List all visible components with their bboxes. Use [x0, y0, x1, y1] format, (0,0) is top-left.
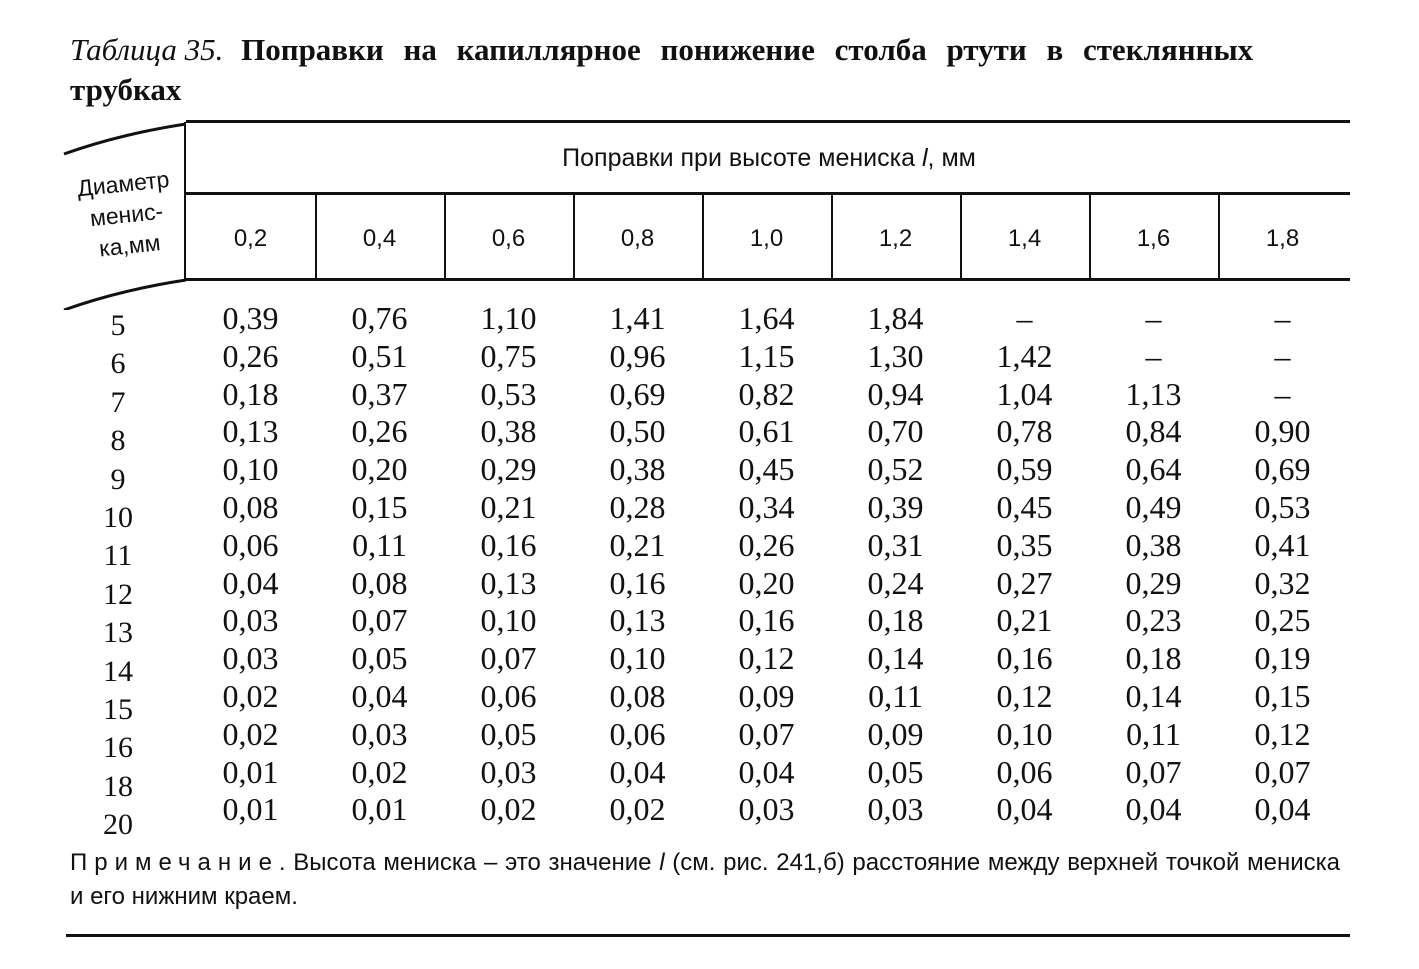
table-cell: 0,32 [1254, 564, 1311, 601]
group-header-unit: , мм [927, 144, 976, 172]
table-cell: 0,07 [738, 715, 795, 752]
table-cell: 0,21 [480, 489, 537, 525]
row-diameter: 5 [110, 309, 126, 342]
table-cell: 0,06 [222, 526, 279, 563]
table-cell: 0,02 [351, 753, 408, 790]
table-cell: 0,13 [480, 564, 537, 601]
row-diameter: 12 [103, 577, 133, 611]
table-cell: 0,13 [222, 413, 279, 450]
table-cell: 0,27 [996, 564, 1053, 601]
table-cell: 0,04 [1125, 791, 1182, 828]
table-cell: – [1145, 300, 1162, 336]
table-cell: 0,37 [351, 375, 408, 412]
table-number: 35. [184, 32, 224, 67]
row-diameter: 14 [103, 654, 133, 688]
table-cell: 0,01 [351, 791, 408, 828]
table-cell: 0,07 [1125, 753, 1182, 790]
row-diameter: 6 [110, 347, 126, 381]
table-cell: 0,28 [609, 489, 666, 525]
table-cell: 0,29 [480, 451, 537, 488]
footer-rule [66, 934, 1350, 937]
column-header: 1,0 [749, 225, 784, 252]
table-cell: 0,49 [1125, 489, 1182, 525]
table-cell: 1,10 [480, 300, 537, 336]
top-rule [186, 120, 1350, 123]
table-cell: 0,03 [867, 791, 924, 828]
table-cell: 0,04 [738, 753, 795, 790]
table-cell: 0,84 [1125, 413, 1182, 450]
table-cell: 0,04 [351, 678, 408, 714]
table-cell: 0,16 [609, 564, 666, 601]
table-cell: 0,06 [480, 678, 537, 714]
stub-header-line-2: менис- [88, 197, 165, 232]
group-header-var: l [921, 144, 928, 172]
table-cell: 0,08 [609, 678, 666, 714]
row-diameter: 20 [103, 808, 133, 842]
table-cell: 0,52 [867, 451, 924, 488]
table-cell: 0,04 [1254, 791, 1311, 828]
table-cell: 0,10 [480, 602, 537, 639]
table-cell: 0,78 [996, 413, 1053, 450]
table-cell: 1,04 [996, 375, 1053, 412]
table-cell: 0,12 [996, 678, 1053, 714]
stub-slant-top [64, 124, 186, 154]
column-header: 0,8 [620, 225, 655, 252]
table-cell: 0,01 [222, 753, 279, 790]
table-cell: 0,20 [738, 564, 795, 601]
table-cell: 0,04 [609, 753, 666, 790]
table-cell: 1,84 [867, 300, 924, 336]
table-title [70, 30, 1370, 110]
row-diameter: 18 [103, 769, 133, 803]
table-cell: 0,10 [609, 640, 666, 677]
table-cell: 0,03 [351, 715, 408, 752]
table-cell: 0,19 [1254, 640, 1311, 677]
table-cell: 0,14 [867, 640, 924, 677]
table-cell: 0,07 [480, 640, 537, 677]
table-cell: 0,11 [1126, 715, 1181, 752]
table-cell: 0,07 [1254, 753, 1311, 790]
row-diameter: 10 [103, 501, 133, 534]
table-cell: 0,21 [996, 602, 1053, 639]
table-cell: 0,50 [609, 413, 666, 450]
table-cell: – [1274, 300, 1291, 336]
table-cell: 0,59 [996, 451, 1053, 488]
row-diameter: 15 [103, 693, 133, 726]
table-title-text: Поправки на капиллярное понижение столба ртути в стеклянных трубках [70, 32, 1254, 107]
table-cell: 1,64 [738, 300, 795, 336]
table-cell: 0,64 [1125, 451, 1182, 488]
table-cell: 0,34 [738, 489, 795, 525]
group-header-prefix: Поправки при высоте мениска [562, 144, 916, 172]
table-cell: 0,06 [609, 715, 666, 752]
group-header-rule [186, 192, 1350, 195]
table-cell: 0,96 [609, 337, 666, 374]
note-text-after: (см. рис. 241,б) расстояние между верхней точкой мениска и его нижним краем. [70, 849, 1340, 910]
row-diameter: 13 [103, 616, 133, 650]
table-cell: 0,26 [351, 413, 408, 450]
table-cell: 0,21 [609, 526, 666, 563]
table-cell: 0,53 [1254, 489, 1311, 525]
table-cell: 0,90 [1254, 413, 1311, 450]
table-cell: 0,38 [480, 413, 537, 450]
column-header: 1,6 [1136, 225, 1171, 252]
table-cell: 0,12 [738, 640, 795, 677]
table-cell: 0,02 [222, 678, 279, 714]
table-cell: 0,18 [222, 375, 279, 412]
table-cell: – [1274, 337, 1291, 374]
table-cell: 0,02 [480, 791, 537, 828]
table-cell: 0,04 [222, 564, 279, 601]
table-cell: 0,11 [352, 526, 407, 563]
table-cell: 0,12 [1254, 715, 1311, 752]
table-cell: 0,16 [738, 602, 795, 639]
table-cell: 1,42 [996, 337, 1053, 374]
table-cell: 0,94 [867, 375, 924, 412]
table-cell: 0,38 [1125, 526, 1182, 563]
table-note [70, 846, 1340, 914]
table-cell: 0,75 [480, 337, 537, 374]
table-cell: 0,16 [480, 526, 537, 563]
table-cell: 0,41 [1254, 526, 1311, 563]
table-cell: 0,23 [1125, 602, 1182, 639]
table-cell: 0,39 [867, 489, 924, 525]
table-cell: 0,53 [480, 375, 537, 412]
table-cell: 0,18 [867, 602, 924, 639]
table-cell: 0,69 [609, 375, 666, 412]
table-cell: 0,29 [1125, 564, 1182, 601]
row-diameter: 11 [103, 539, 133, 573]
table-cell: 0,08 [222, 489, 279, 525]
table-cell: – [1274, 375, 1291, 412]
table-cell: 0,35 [996, 526, 1053, 563]
table-cell: 0,76 [351, 300, 408, 336]
table-cell: 0,16 [996, 640, 1053, 677]
row-diameter: 8 [110, 424, 126, 458]
table-cell: 1,30 [867, 337, 924, 374]
table-cell: 0,51 [351, 337, 408, 374]
table-cell: 0,07 [351, 602, 408, 639]
table-cell: 0,15 [1254, 678, 1311, 714]
table-cell: 0,10 [222, 451, 279, 488]
table-cell: 1,41 [609, 300, 666, 336]
note-var: l [659, 849, 665, 876]
stub-header-line-1: Диаметр [75, 165, 171, 202]
table-cell: 0,03 [222, 602, 279, 639]
table-cell: 0,05 [351, 640, 408, 677]
column-header: 1,4 [1007, 225, 1042, 252]
row-diameter: 7 [110, 385, 126, 419]
table-cell: 0,38 [609, 451, 666, 488]
table-cell: 0,09 [867, 715, 924, 752]
column-header: 0,4 [362, 225, 397, 252]
table-cell: 0,15 [351, 489, 408, 525]
table-cell: 0,14 [1125, 678, 1182, 714]
table-cell: 0,02 [222, 715, 279, 752]
column-header: 0,6 [491, 225, 526, 252]
table-cell: 0,45 [738, 451, 795, 488]
table-cell: 0,08 [351, 564, 408, 601]
table-cell: 0,09 [738, 678, 795, 714]
table-cell: 0,39 [222, 300, 279, 336]
table-cell: 0,70 [867, 413, 924, 450]
table-cell: – [1145, 337, 1162, 374]
table-cell: 0,04 [996, 791, 1053, 828]
table-cell: 0,24 [867, 564, 924, 601]
table-cell: 0,31 [867, 526, 924, 563]
table-cell: – [1016, 300, 1033, 336]
note-text-before: . Высота мениска – это значение [278, 849, 660, 876]
table-cell: 0,03 [738, 791, 795, 828]
stub-header-line-3: ка,мм [97, 229, 162, 262]
table-cell: 0,13 [609, 602, 666, 639]
table-cell: 0,18 [1125, 640, 1182, 677]
table-cell: 0,25 [1254, 602, 1311, 639]
note-lead: Примечание [70, 849, 279, 876]
table-cell: 0,03 [480, 753, 537, 790]
table-cell: 1,13 [1125, 375, 1182, 412]
table-cell: 0,69 [1254, 451, 1311, 488]
table-cell: 0,06 [996, 753, 1053, 790]
table-cell: 0,05 [480, 715, 537, 752]
row-diameter: 16 [103, 731, 133, 765]
table-cell: 0,11 [868, 678, 923, 714]
table-cell: 0,45 [996, 489, 1053, 525]
table-cell: 0,03 [222, 640, 279, 677]
column-header: 0,2 [233, 225, 268, 252]
table-cell: 1,15 [738, 337, 795, 374]
group-header [188, 140, 1350, 176]
stub-header [62, 162, 191, 267]
row-diameter: 9 [110, 462, 126, 496]
stub-slant-bottom [64, 280, 186, 310]
table-cell: 0,61 [738, 413, 795, 450]
table-cell: 0,82 [738, 375, 795, 412]
table-cell: 0,20 [351, 451, 408, 488]
table-cell: 0,02 [609, 791, 666, 828]
table-cell: 0,26 [222, 337, 279, 374]
column-header: 1,8 [1265, 225, 1300, 252]
column-header: 1,2 [878, 225, 913, 252]
table-caption: Таблица [70, 32, 177, 67]
table-cell: 0,26 [738, 526, 795, 563]
table-cell: 0,01 [222, 791, 279, 828]
table-cell: 0,10 [996, 715, 1053, 752]
header-bottom-rule [186, 278, 1350, 281]
table-cell: 0,05 [867, 753, 924, 790]
